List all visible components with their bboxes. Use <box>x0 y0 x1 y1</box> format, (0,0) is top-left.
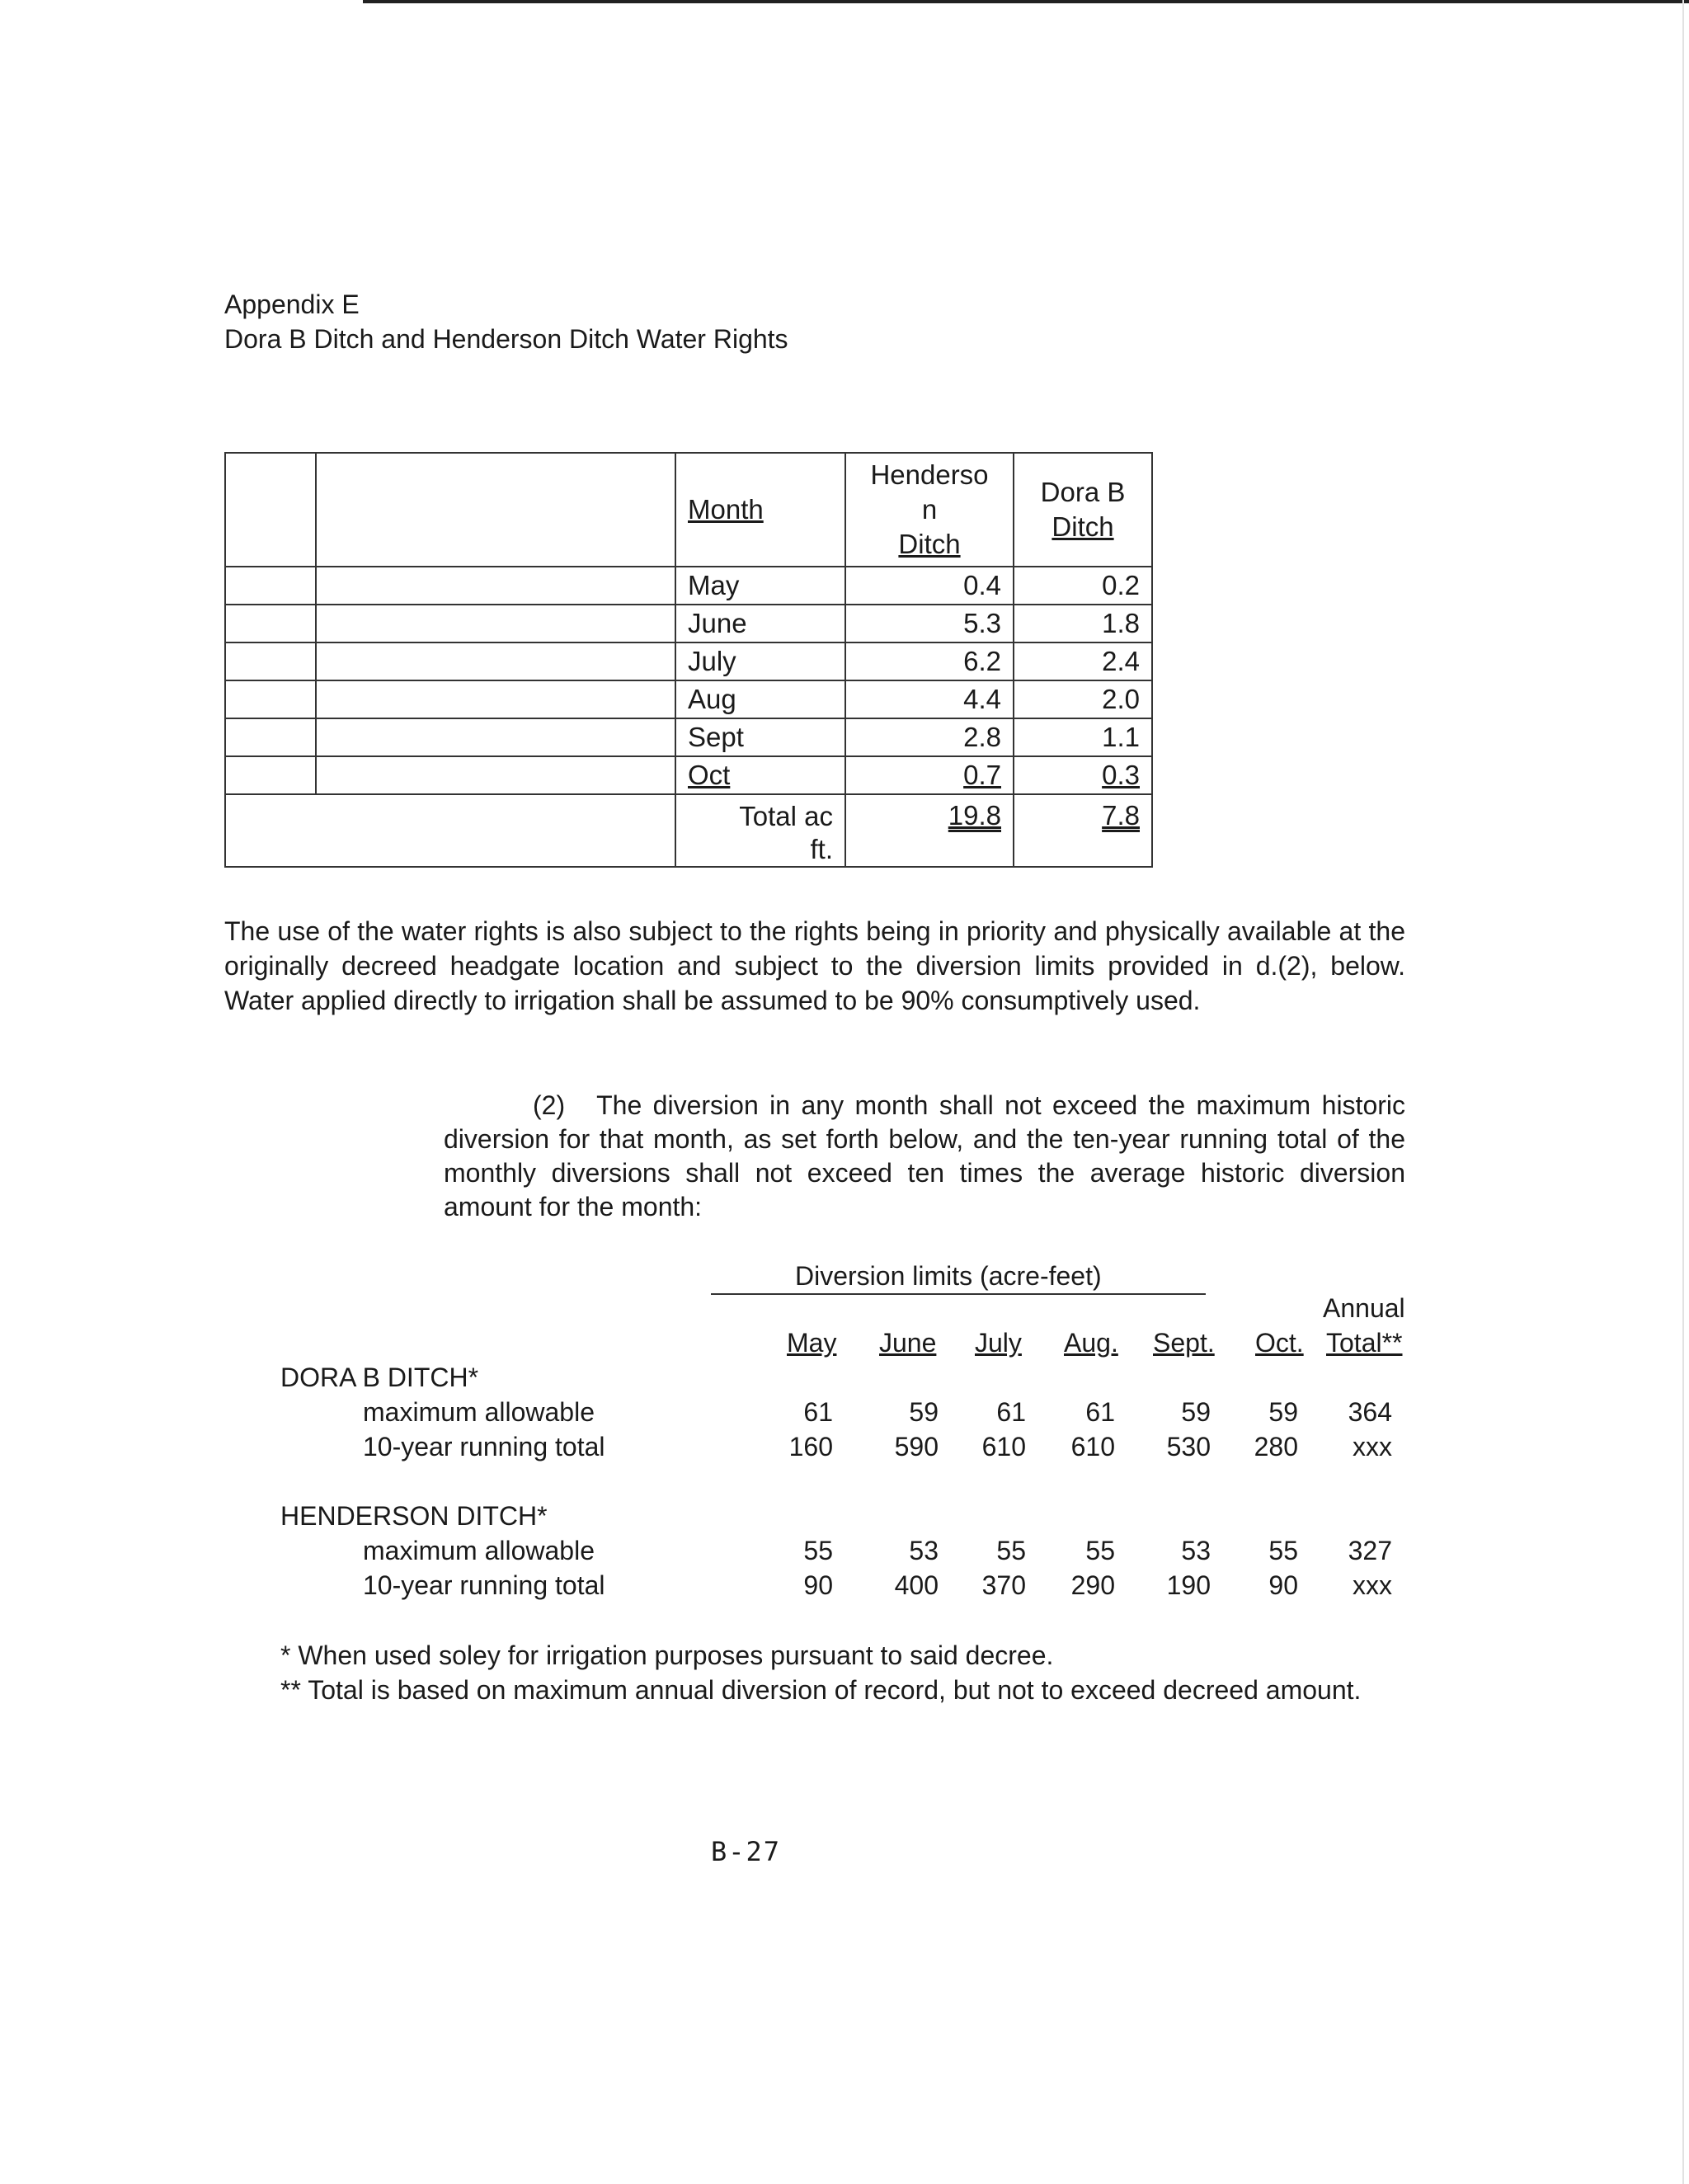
value-cell: 55 <box>1268 1536 1298 1565</box>
table-row <box>225 718 1152 756</box>
column-header: July <box>975 1328 1022 1358</box>
water-rights-paragraph: The use of the water rights is also subject to the rights being in priority and physically available at the originally decreed headgate location and subject to the diversion limits provided in d.(2), below. Water applied directly to irrigation shall be assumed to be 90% consumptively used. <box>224 916 1405 1015</box>
page-number: B-27 <box>711 1836 782 1867</box>
value-cell: 370 <box>981 1570 1026 1600</box>
column-header: Total** <box>1326 1328 1403 1358</box>
value-cell: 90 <box>803 1570 833 1600</box>
dora-header-line1: Dora B <box>1040 477 1126 507</box>
diversion-paragraph-text: The diversion in any month shall not exceed the maximum historic diversion for that month, as set forth below, and the ten-year running total of the monthly diversions shall not exceed ten times the average historic diversion amount for the month: <box>444 1090 1405 1221</box>
henderson-total-text: 19.8 <box>948 800 1001 831</box>
diversion-paragraph <box>444 1089 1405 1224</box>
value-cell: 55 <box>803 1536 833 1565</box>
diversion-limits-title: Diversion limits (acre-feet) <box>711 1259 1206 1295</box>
row-label: maximum allowable <box>363 1397 595 1427</box>
row-label: maximum allowable <box>363 1536 595 1565</box>
value-cell: 590 <box>894 1432 939 1461</box>
value-cell: 400 <box>894 1570 939 1600</box>
henderson-total <box>845 794 1014 867</box>
footnotes <box>280 1638 1448 1707</box>
value-cell: 610 <box>1070 1432 1115 1461</box>
total-label-line1: Total ac <box>739 801 833 831</box>
value-cell: 55 <box>996 1536 1026 1565</box>
scan-right-edge <box>1682 0 1684 2184</box>
blank-cell <box>316 605 675 642</box>
month-cell: Sept <box>675 718 845 756</box>
table-row <box>225 642 1152 680</box>
month-cell-text: Oct <box>688 760 731 790</box>
henderson-header-line3: Ditch <box>898 529 961 559</box>
value-cell: 190 <box>1166 1570 1211 1600</box>
group-name-dora: DORA B DITCH* <box>280 1363 479 1392</box>
henderson-value: 5.3 <box>845 605 1014 642</box>
value-cell: 59 <box>909 1397 939 1427</box>
value-cell: xxx <box>1353 1570 1392 1600</box>
blank-cell <box>316 718 675 756</box>
henderson-value-text: 0.7 <box>963 760 1001 790</box>
dora-header-line2: Ditch <box>1052 511 1114 542</box>
row-label: 10-year running total <box>363 1432 605 1461</box>
table-row <box>225 605 1152 642</box>
paragraph-number: (2) <box>533 1090 566 1120</box>
henderson-value: 6.2 <box>845 642 1014 680</box>
blank-cell <box>225 718 316 756</box>
total-label-line2: ft. <box>810 834 833 864</box>
value-cell: 290 <box>1070 1570 1115 1600</box>
dora-value: 2.0 <box>1014 680 1152 718</box>
henderson-header-line1: Henderso <box>870 459 989 490</box>
dora-value-text: 0.3 <box>1102 760 1140 790</box>
table-row <box>225 756 1152 794</box>
henderson-value <box>845 756 1014 794</box>
henderson-value: 4.4 <box>845 680 1014 718</box>
value-cell: 61 <box>1085 1397 1115 1427</box>
value-cell: 59 <box>1268 1397 1298 1427</box>
month-cell: May <box>675 567 845 605</box>
total-row <box>225 794 1152 867</box>
month-cell <box>675 756 845 794</box>
scan-top-edge <box>363 0 1689 3</box>
blank-cell <box>316 756 675 794</box>
annual-label: Annual <box>1323 1293 1405 1323</box>
column-header: May <box>787 1328 837 1358</box>
blank-cell <box>225 756 316 794</box>
month-header <box>675 453 845 567</box>
value-cell: 610 <box>981 1432 1026 1461</box>
monthly-water-rights-table <box>224 452 1153 868</box>
value-cell: 61 <box>803 1397 833 1427</box>
dora-value: 0.2 <box>1014 567 1152 605</box>
blank-cell <box>316 567 675 605</box>
henderson-value: 0.4 <box>845 567 1014 605</box>
blank-cell <box>225 453 316 567</box>
table-row <box>225 567 1152 605</box>
value-cell: 55 <box>1085 1536 1115 1565</box>
value-cell: 327 <box>1348 1536 1392 1565</box>
dora-total-text: 7.8 <box>1102 800 1140 831</box>
column-header: Oct. <box>1255 1328 1304 1358</box>
blank-cell <box>225 794 675 867</box>
appendix-label: Appendix E <box>224 289 360 319</box>
column-header: Aug. <box>1064 1328 1118 1358</box>
henderson-header <box>845 453 1014 567</box>
value-cell: 53 <box>909 1536 939 1565</box>
henderson-value: 2.8 <box>845 718 1014 756</box>
dora-value: 1.1 <box>1014 718 1152 756</box>
blank-cell <box>225 642 316 680</box>
column-header: June <box>879 1328 937 1358</box>
value-cell: 59 <box>1181 1397 1211 1427</box>
month-cell: June <box>675 605 845 642</box>
value-cell: 364 <box>1348 1397 1392 1427</box>
appendix-title: Dora B Ditch and Henderson Ditch Water Rights <box>224 324 788 354</box>
blank-cell <box>225 680 316 718</box>
month-cell: Aug <box>675 680 845 718</box>
month-cell: July <box>675 642 845 680</box>
total-label <box>675 794 845 867</box>
blank-cell <box>316 642 675 680</box>
value-cell: 160 <box>788 1432 833 1461</box>
henderson-header-line2: n <box>921 494 938 525</box>
dora-value <box>1014 756 1152 794</box>
dora-header <box>1014 453 1152 567</box>
dora-value: 2.4 <box>1014 642 1152 680</box>
column-header: Sept. <box>1153 1328 1215 1358</box>
group-name-henderson: HENDERSON DITCH* <box>280 1501 548 1531</box>
appendix-heading <box>224 287 788 356</box>
value-cell: 61 <box>996 1397 1026 1427</box>
blank-cell <box>316 453 675 567</box>
table-header-row <box>225 453 1152 567</box>
blank-cell <box>316 680 675 718</box>
row-label: 10-year running total <box>363 1570 605 1600</box>
value-cell: xxx <box>1353 1432 1392 1461</box>
value-cell: 280 <box>1254 1432 1298 1461</box>
value-cell: 53 <box>1181 1536 1211 1565</box>
footnote-irrigation: * When used soley for irrigation purposes pursuant to said decree. <box>280 1640 1054 1670</box>
blank-cell <box>225 567 316 605</box>
value-cell: 530 <box>1166 1432 1211 1461</box>
table-row <box>225 680 1152 718</box>
dora-total <box>1014 794 1152 867</box>
blank-cell <box>225 605 316 642</box>
month-header-label: Month <box>688 494 764 525</box>
value-cell: 90 <box>1268 1570 1298 1600</box>
dora-value: 1.8 <box>1014 605 1152 642</box>
footnote-annual-total: ** Total is based on maximum annual diversion of record, but not to exceed decreed amount. <box>280 1675 1362 1705</box>
